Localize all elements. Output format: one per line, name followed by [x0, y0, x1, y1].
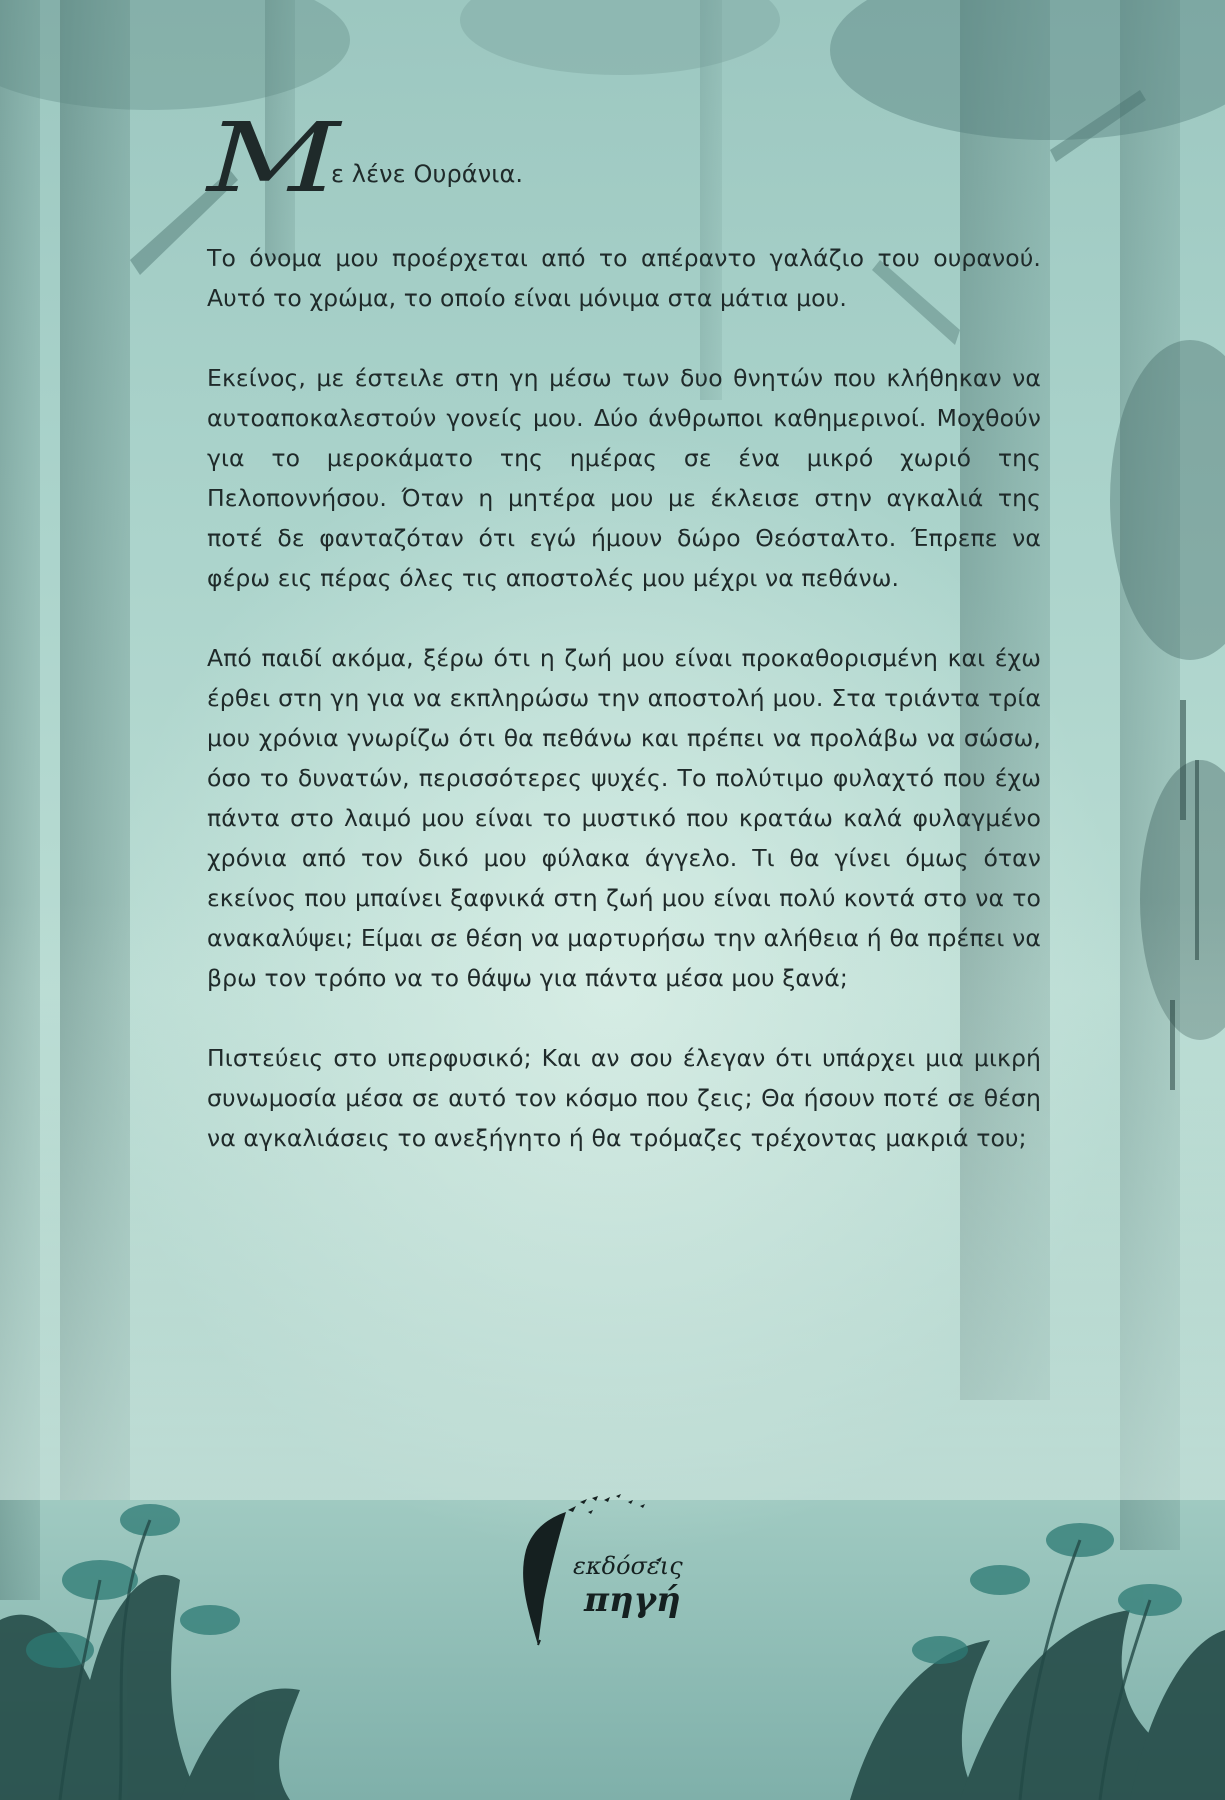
opening-line [207, 102, 1041, 214]
publisher-logo [488, 1490, 718, 1650]
opening-line-rest: ε λένε Ουράνια. [331, 160, 524, 188]
publisher-name-line1: εκδόσεις [573, 1552, 683, 1580]
paragraph-3: Από παιδί ακόμα, ξέρω ότι η ζωή μου είναι προκαθορισμένη και έχω έρθει στη γη για να εκπληρώσω την αποστολή μου. Στα τριάντα τρία μου χρόνια γνωρίζω ότι θα πεθάνω και πρέπει να προλάβω να σώσω, όσο το δυνατών, περισσότερες ψυχές. Το πολύτιμο φυλαχτό που έχω πάντα στο λαιμό μου είναι το μυστικό που κρατάω καλά φυλαγμένο χρόνια από τον δικό μου φύλακα άγγελο. Τι θα γίνει όμως όταν εκείνος που μπαίνει ξαφνικά στη ζωή μου είναι πολύ κοντά στο να το ανακαλύψει; Είμαι σε θέση να μαρτυρήσω την αλήθεια ή θα πρέπει να βρω τον τρόπο να το θάψω για πάντα μέσα μου ξανά; [207, 644, 1041, 992]
drop-cap-letter: M [207, 102, 340, 214]
blurb-text [207, 102, 1041, 1198]
paragraph-2: Εκείνος, με έστειλε στη γη μέσω των δυο θνητών που κλήθηκαν να αυτοαποκαλεστούν γονείς μου. Δύο άνθρωποι καθημερινοί. Μοχθούν για το μεροκάματο της ημέρας σε ένα μικρό χωριό της Πελοποννήσου. Όταν η μητέρα μου με έκλεισε στην αγκαλιά της ποτέ δε φανταζόταν ότι εγώ ήμουν δώρο Θεόσταλτο. Έπρεπε να φέρω εις πέρας όλες τις αποστολές μου μέχρι να πεθάνω. [207, 364, 1041, 592]
paragraph-4: Πιστεύεις στο υπερφυσικό; Και αν σου έλεγαν ότι υπάρχει μια μικρή συνωμοσία μέσα σε αυτό τον κόσμο που ζεις; Θα ήσουν ποτέ σε θέση να αγκαλιάσεις το ανεξήγητο ή θα τρόμαζες τρέχοντας μακριά του; [207, 1044, 1041, 1152]
paragraph-1: Το όνομα μου προέρχεται από το απέραντο γαλάζιο του ουρανού. Αυτό το χρώμα, το οποίο είναι μόνιμα στα μάτια μου. [207, 244, 1041, 312]
publisher-name-line2: πηγή [584, 1580, 681, 1620]
